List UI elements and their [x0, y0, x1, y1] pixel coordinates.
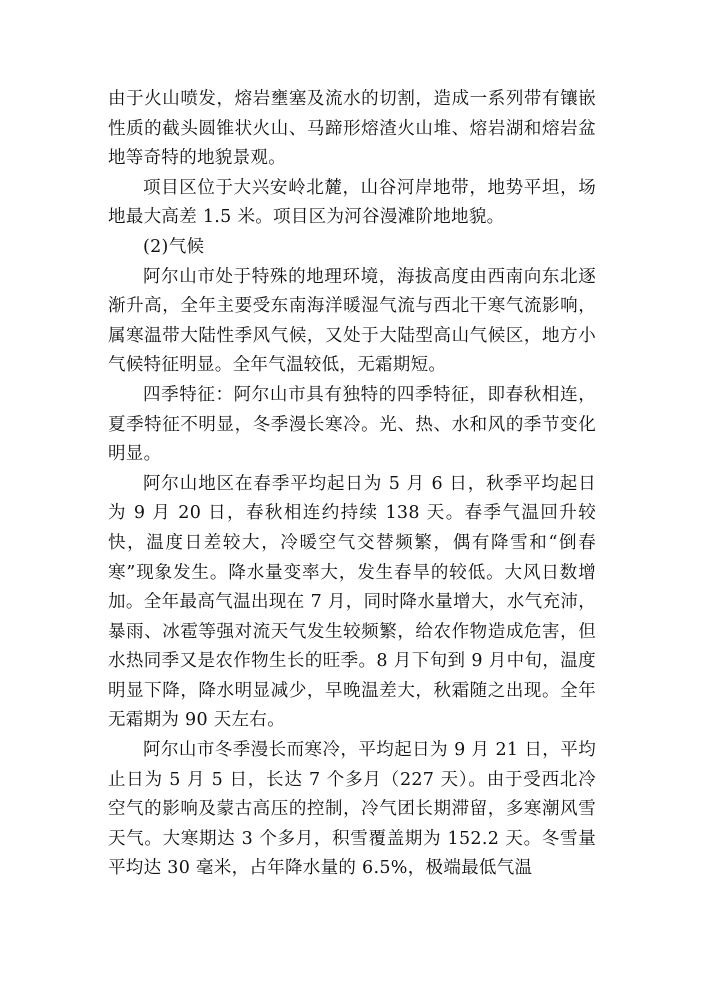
paragraph-volcanic-landforms: 由于火山喷发，熔岩壅塞及流水的切割，造成一系列带有镶嵌性质的截头圆锥状火山、马蹄形熔渣火山堆、熔岩湖和熔岩盆地等奇特的地貌景观。	[108, 89, 596, 169]
paragraph-winter: 阿尔山市冬季漫长而寒冷，平均起日为 9 月 21 日，平均止日为 5 月 5 日，长达 7 个多月（227 天）。由于受西北冷空气的影响及蒙古高压的控制，冷气团长期滞留，多寒潮风雪天气。大寒期达 3 个多月，积雪覆盖期为 152.2 天。冬雪量平均达 30 毫米，占年降水量的 6.5%，极端最低气温	[108, 740, 596, 879]
document-page	[108, 85, 596, 884]
paragraph-spring-autumn: 阿尔山地区在春季平均起日为 5 月 6 日，秋季平均起日为 9 月 20 日，春秋相连约持续 138 天。春季气温回升较快，温度日差较大，冷暖空气交替频繁，偶有降雪和“倒春寒”现象发生。降水量变率大，发生春旱的较低。大风日数增加。全年最高气温出现在 7 月，同时降水量增大，水气充沛，暴雨、冰雹等强对流天气发生较频繁，给农作物造成危害，但水热同季又是农作物生长的旺季。8 月下旬到 9 月中旬，温度明显下降，降水明显减少，早晚温差大，秋霜随之出现。全年无霜期为 90 天左右。	[108, 473, 596, 731]
section-heading-climate: (2)气候	[143, 236, 205, 257]
paragraph-four-seasons: 四季特征：阿尔山市具有独特的四季特征，即春秋相连，夏季特征不明显，冬季漫长寒冷。光、热、水和风的季节变化明显。	[108, 384, 596, 465]
paragraph-climate-overview: 阿尔山市处于特殊的地理环境，海拔高度由西南向东北逐渐升高，全年主要受东南海洋暖湿气流与西北干寒气流影响，属寒温带大陆性季风气候，又处于大陆型高山气候区，地方小气候特征明显。全年气温较低，无霜期短。	[108, 266, 596, 376]
paragraph-project-terrain: 项目区位于大兴安岭北麓，山谷河岸地带，地势平坦，场地最大高差 1.5 米。项目区为河谷漫滩阶地地貌。	[108, 177, 596, 228]
